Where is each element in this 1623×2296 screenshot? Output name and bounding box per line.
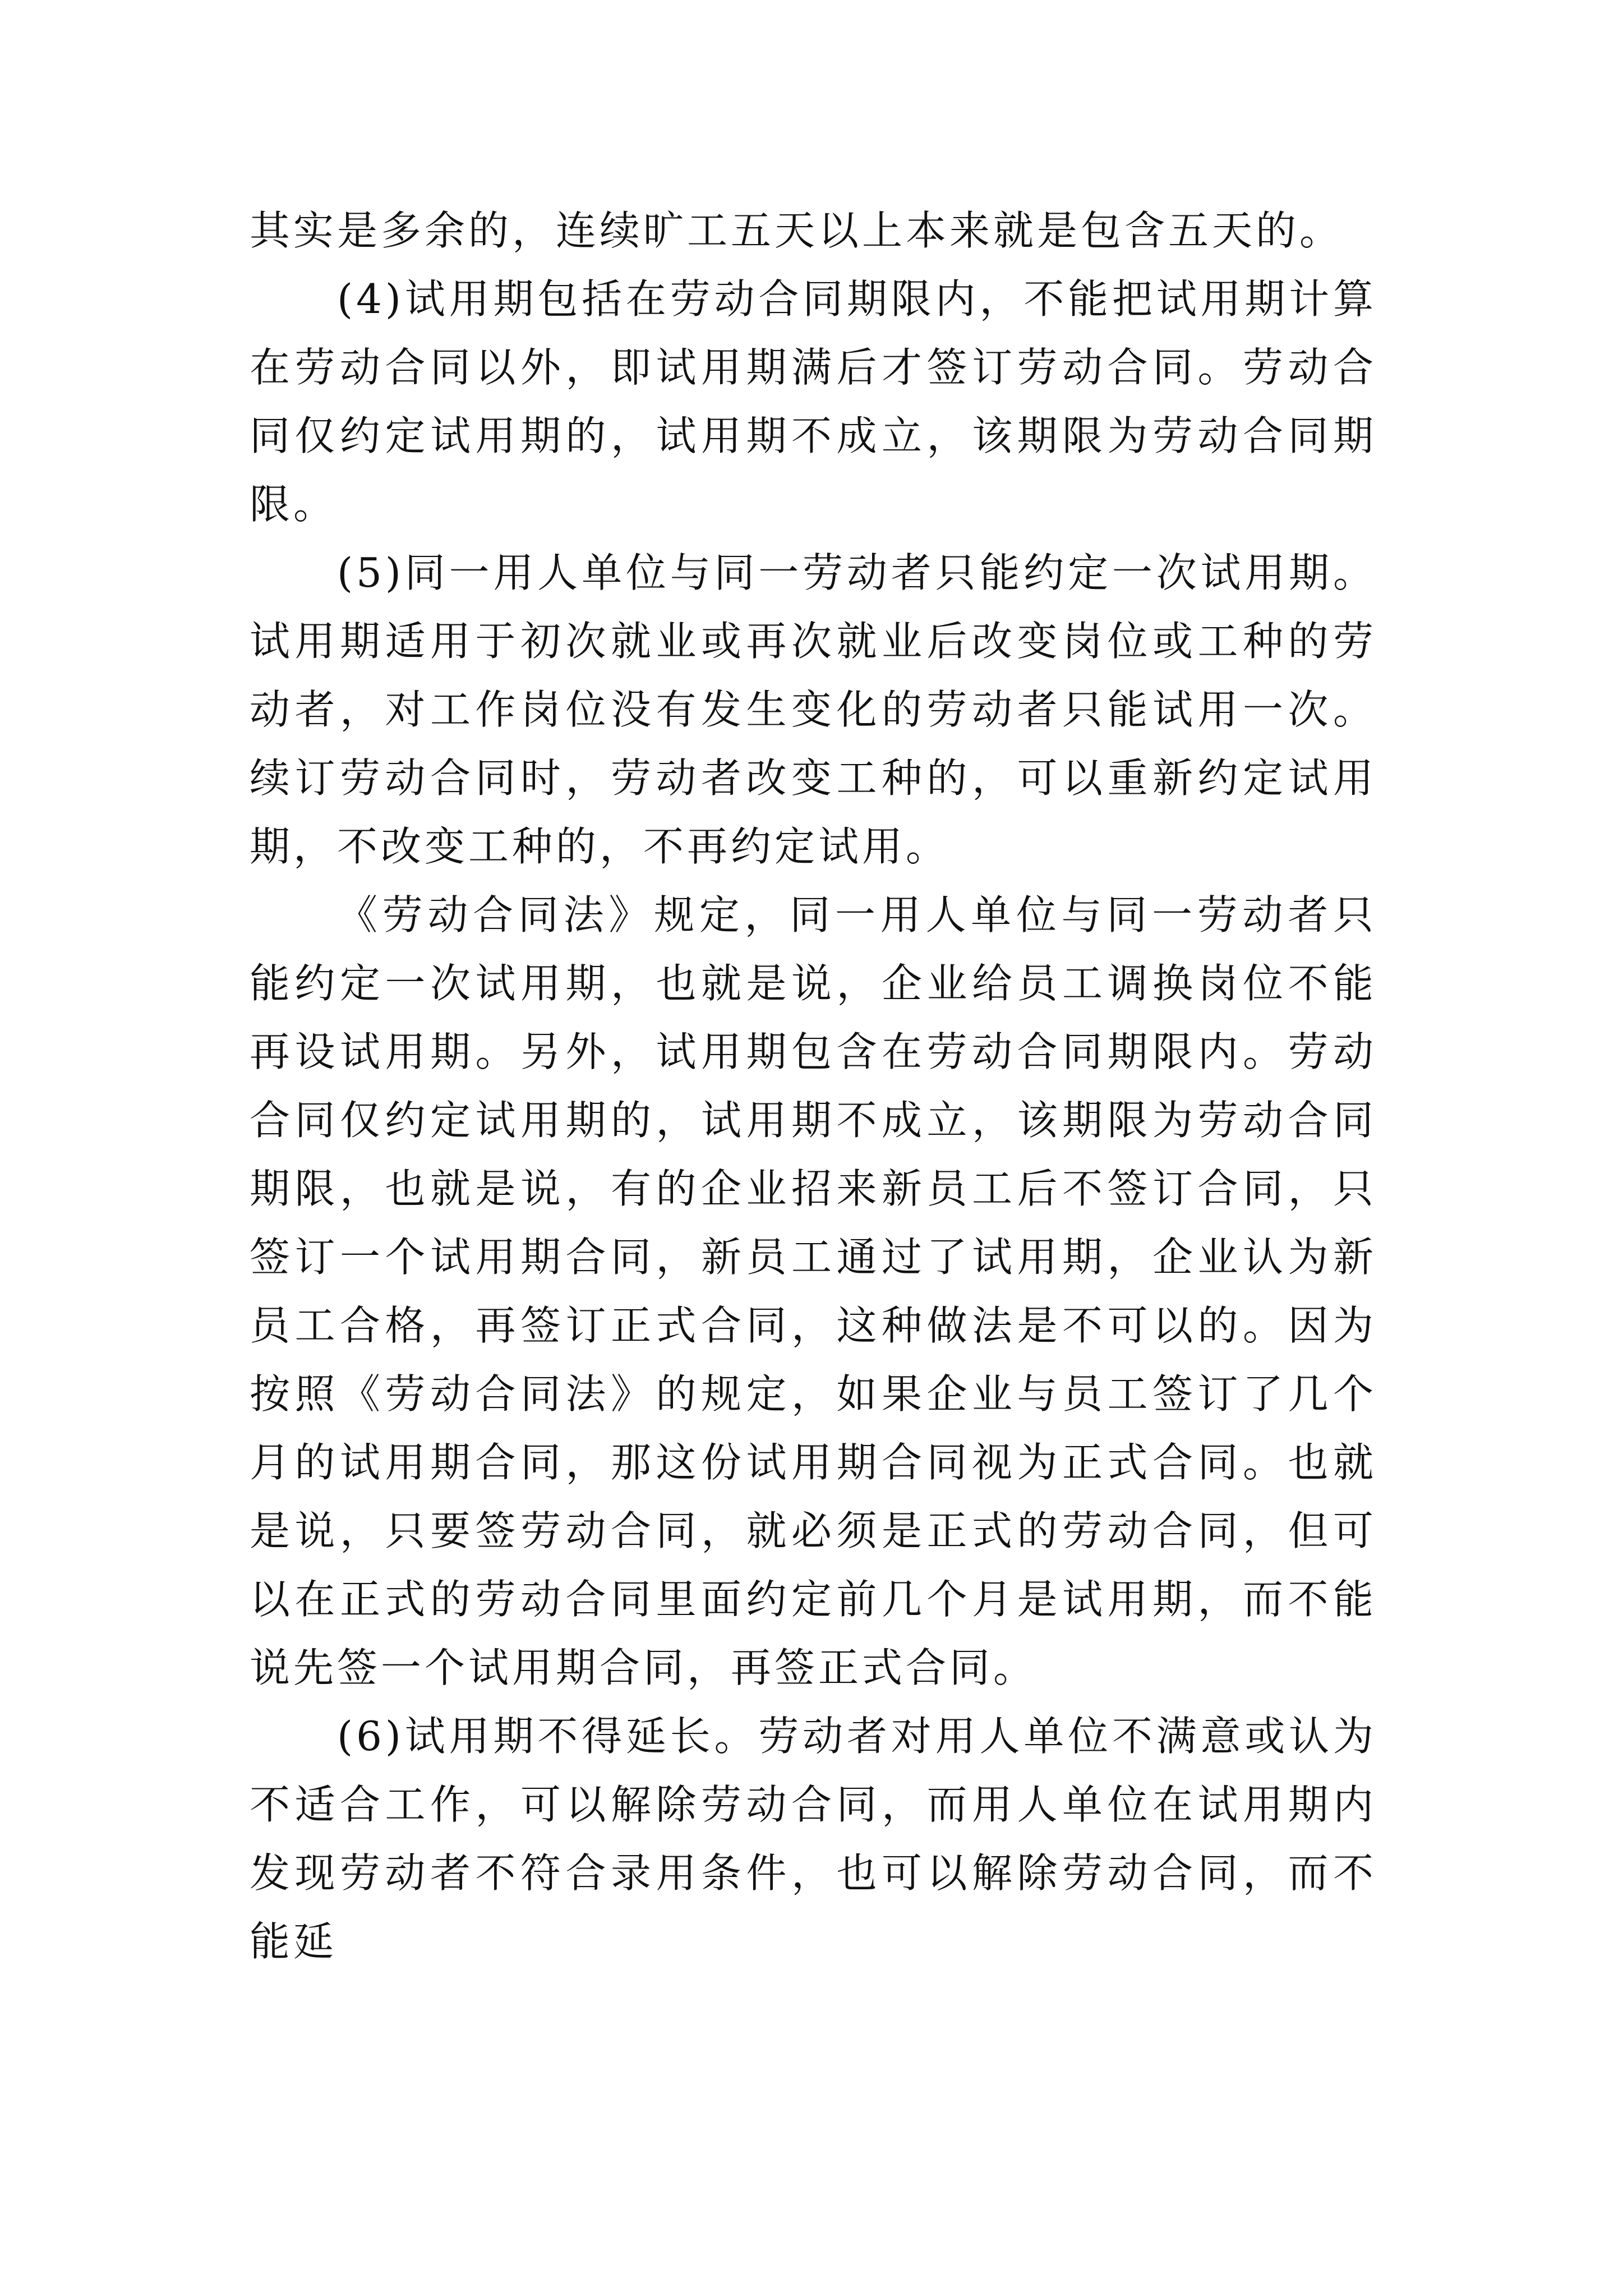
paragraph-item-5: (5)同一用人单位与同一劳动者只能约定一次试用期。试用期适用于初次就业或再次就业后改变岗位或工种的劳动者，对工作岗位没有发生变化的劳动者只能试用一次。续订劳动合同时，劳动者改变工种的，可以重新约定试用期，不改变工种的，不再约定试用。 [250, 549, 1377, 870]
paragraph-item-4: (4)试用期包括在劳动合同期限内，不能把试用期计算在劳动合同以外，即试用期满后才签订劳动合同。劳动合同仅约定试用期的，试用期不成立，该期限为劳动合同期限。 [250, 275, 1377, 528]
paragraph-continuation: 其实是多余的，连续旷工五天以上本来就是包含五天的。 [250, 207, 1344, 254]
paragraph-law-explanation: 《劳动合同法》规定，同一用人单位与同一劳动者只能约定一次试用期，也就是说，企业给员工调换岗位不能再设试用期。另外，试用期包含在劳动合同期限内。劳动合同仅约定试用期的，试用期不成立，该期限为劳动合同期限，也就是说，有的企业招来新员工后不签订合同，只签订一个试用期合同，新员工通过了试用期，企业认为新员工合格，再签订正式合同，这种做法是不可以的。因为按照《劳动合同法》的规定，如果企业与员工签订了几个月的试用期合同，那这份试用期合同视为正式合同。也就是说，只要签劳动合同，就必须是正式的劳动合同，但可以在正式的劳动合同里面约定前几个月是试用期，而不能说先签一个试用期合同，再签正式合同。 [250, 891, 1377, 1691]
document-body [250, 196, 1377, 1976]
paragraph-item-6: (6)试用期不得延长。劳动者对用人单位不满意或认为不适合工作，可以解除劳动合同，而用人单位在试用期内发现劳动者不符合录用条件，也可以解除劳动合同，而不能延 [250, 1713, 1377, 1965]
